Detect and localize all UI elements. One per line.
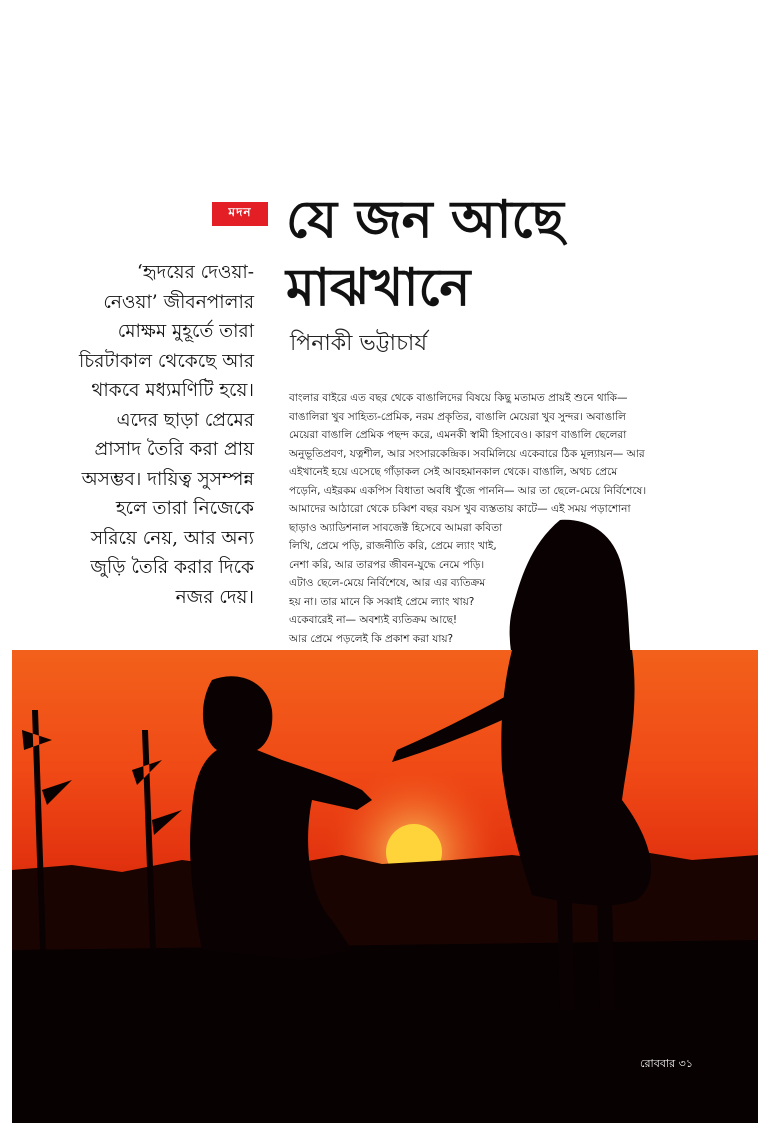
headline-line-2: মাঝখানে <box>286 257 471 318</box>
hero-photo <box>12 650 758 1123</box>
pull-quote-line: হলে তারা নিজেকে <box>115 498 254 519</box>
body-line: বাংলার বাইরে এত বছর থেকে বাঙালিদের বিষয়ে কিছু মতামত প্রায়ই শুনে থাকি— <box>289 392 628 404</box>
body-line: লিখি, প্রেমে পড়ি, রাজনীতি করি, প্রেমে ল্যাং খাই, <box>289 540 497 552</box>
grass-foreground <box>12 940 758 1123</box>
pull-quote-line: এদের ছাড়া প্রেমের <box>116 409 254 431</box>
body-line: হয় না। তার মানে কি সব্বাই প্রেমে ল্যাং খায়? <box>289 595 475 608</box>
section-tag: মদন <box>212 202 268 226</box>
body-line: পড়েনি, এইরকম একপিস বিধাতা অবধি খুঁজে পাননি— আর তা ছেলে-মেয়ে নির্বিশেষে। <box>289 484 647 497</box>
pull-quote-line: নেওয়া’ জীবনপালার <box>103 291 254 313</box>
body-line: অনুভূতিপ্রবণ, যত্নশীল, আর সংসারকেন্দ্রিক। সবমিলিয়ে একেবারে ঠিক মূল্যায়ন— আর <box>289 447 645 460</box>
author-byline: পিনাকী ভট্টাচার্য <box>290 331 427 356</box>
pull-quote-line: মোক্ষম মুহূর্তে তারা <box>117 321 254 342</box>
sunset-scene <box>12 650 758 1123</box>
pull-quote-line: থাকবে মধ্যমণিটি হয়ে। <box>91 380 254 401</box>
body-line: নেশা করি, আর তারপর জীবন-যুদ্ধে নেমে পড়ি। <box>289 558 485 571</box>
woman-leg <box>597 900 615 1010</box>
body-line: বাঙালিরা খুব সাহিত্য-প্রেমিক, নরম প্রকৃতির, বাঙালি মেয়েরা খুব সুন্দর। অবাঙালি <box>289 410 626 423</box>
body-line: মেয়েরা বাঙালি প্রেমিক পছন্দ করে, এমনকী স্বামী হিসাবেও। কারণ বাঙালি ছেলেরা <box>289 429 627 441</box>
body-line: আর প্রেমে পড়লেই কি প্রকাশ করা যায়? <box>289 632 454 645</box>
body-line: এটাও ছেলে-মেয়ে নির্বিশেষে, আর এর ব্যতিক্রম <box>289 577 486 589</box>
page-footer: রোববার ৩১ <box>640 1057 693 1070</box>
headline-line-1: যে জন আছে <box>286 189 564 250</box>
pull-quote-line: চিরটাকাল থেকেছে আর <box>78 350 254 372</box>
pull-quote-line: জুড়ি তৈরি করার দিকে <box>90 557 254 578</box>
pull-quote-line: নজর দেয়। <box>175 586 254 608</box>
body-line: এইখানেই হয়ে এসেছে গাঁড়াকল সেই আবহমানকাল থেকে। বাঙালি, অথচ প্রেমে <box>289 466 618 478</box>
pull-quote-line: প্রাসাদ তৈরি করা প্রায় <box>94 439 254 460</box>
woman-silhouette-dress <box>501 650 651 905</box>
body-line: ছাড়াও অ্যাডিশনাল সাবজেক্ট হিসেবে আমরা কবিতা <box>289 521 503 534</box>
body-line: আমাদের আঠারো থেকে চব্বিশ বছর বয়স খুব ব্যস্ততায় কাটে— এই সময় পড়াশোনা <box>289 503 631 515</box>
pull-quote-line: সরিয়ে নেয়, আর অন্য <box>90 527 254 549</box>
pull-quote-line: অসম্ভব। দায়িত্ব সুসম্পন্ন <box>81 468 254 490</box>
pull-quote-line: ‘হৃদয়ের দেওয়া- <box>136 262 254 283</box>
body-line: একেবারেই না— অবশ্যই ব্যতিক্রম আছে! <box>289 614 458 626</box>
